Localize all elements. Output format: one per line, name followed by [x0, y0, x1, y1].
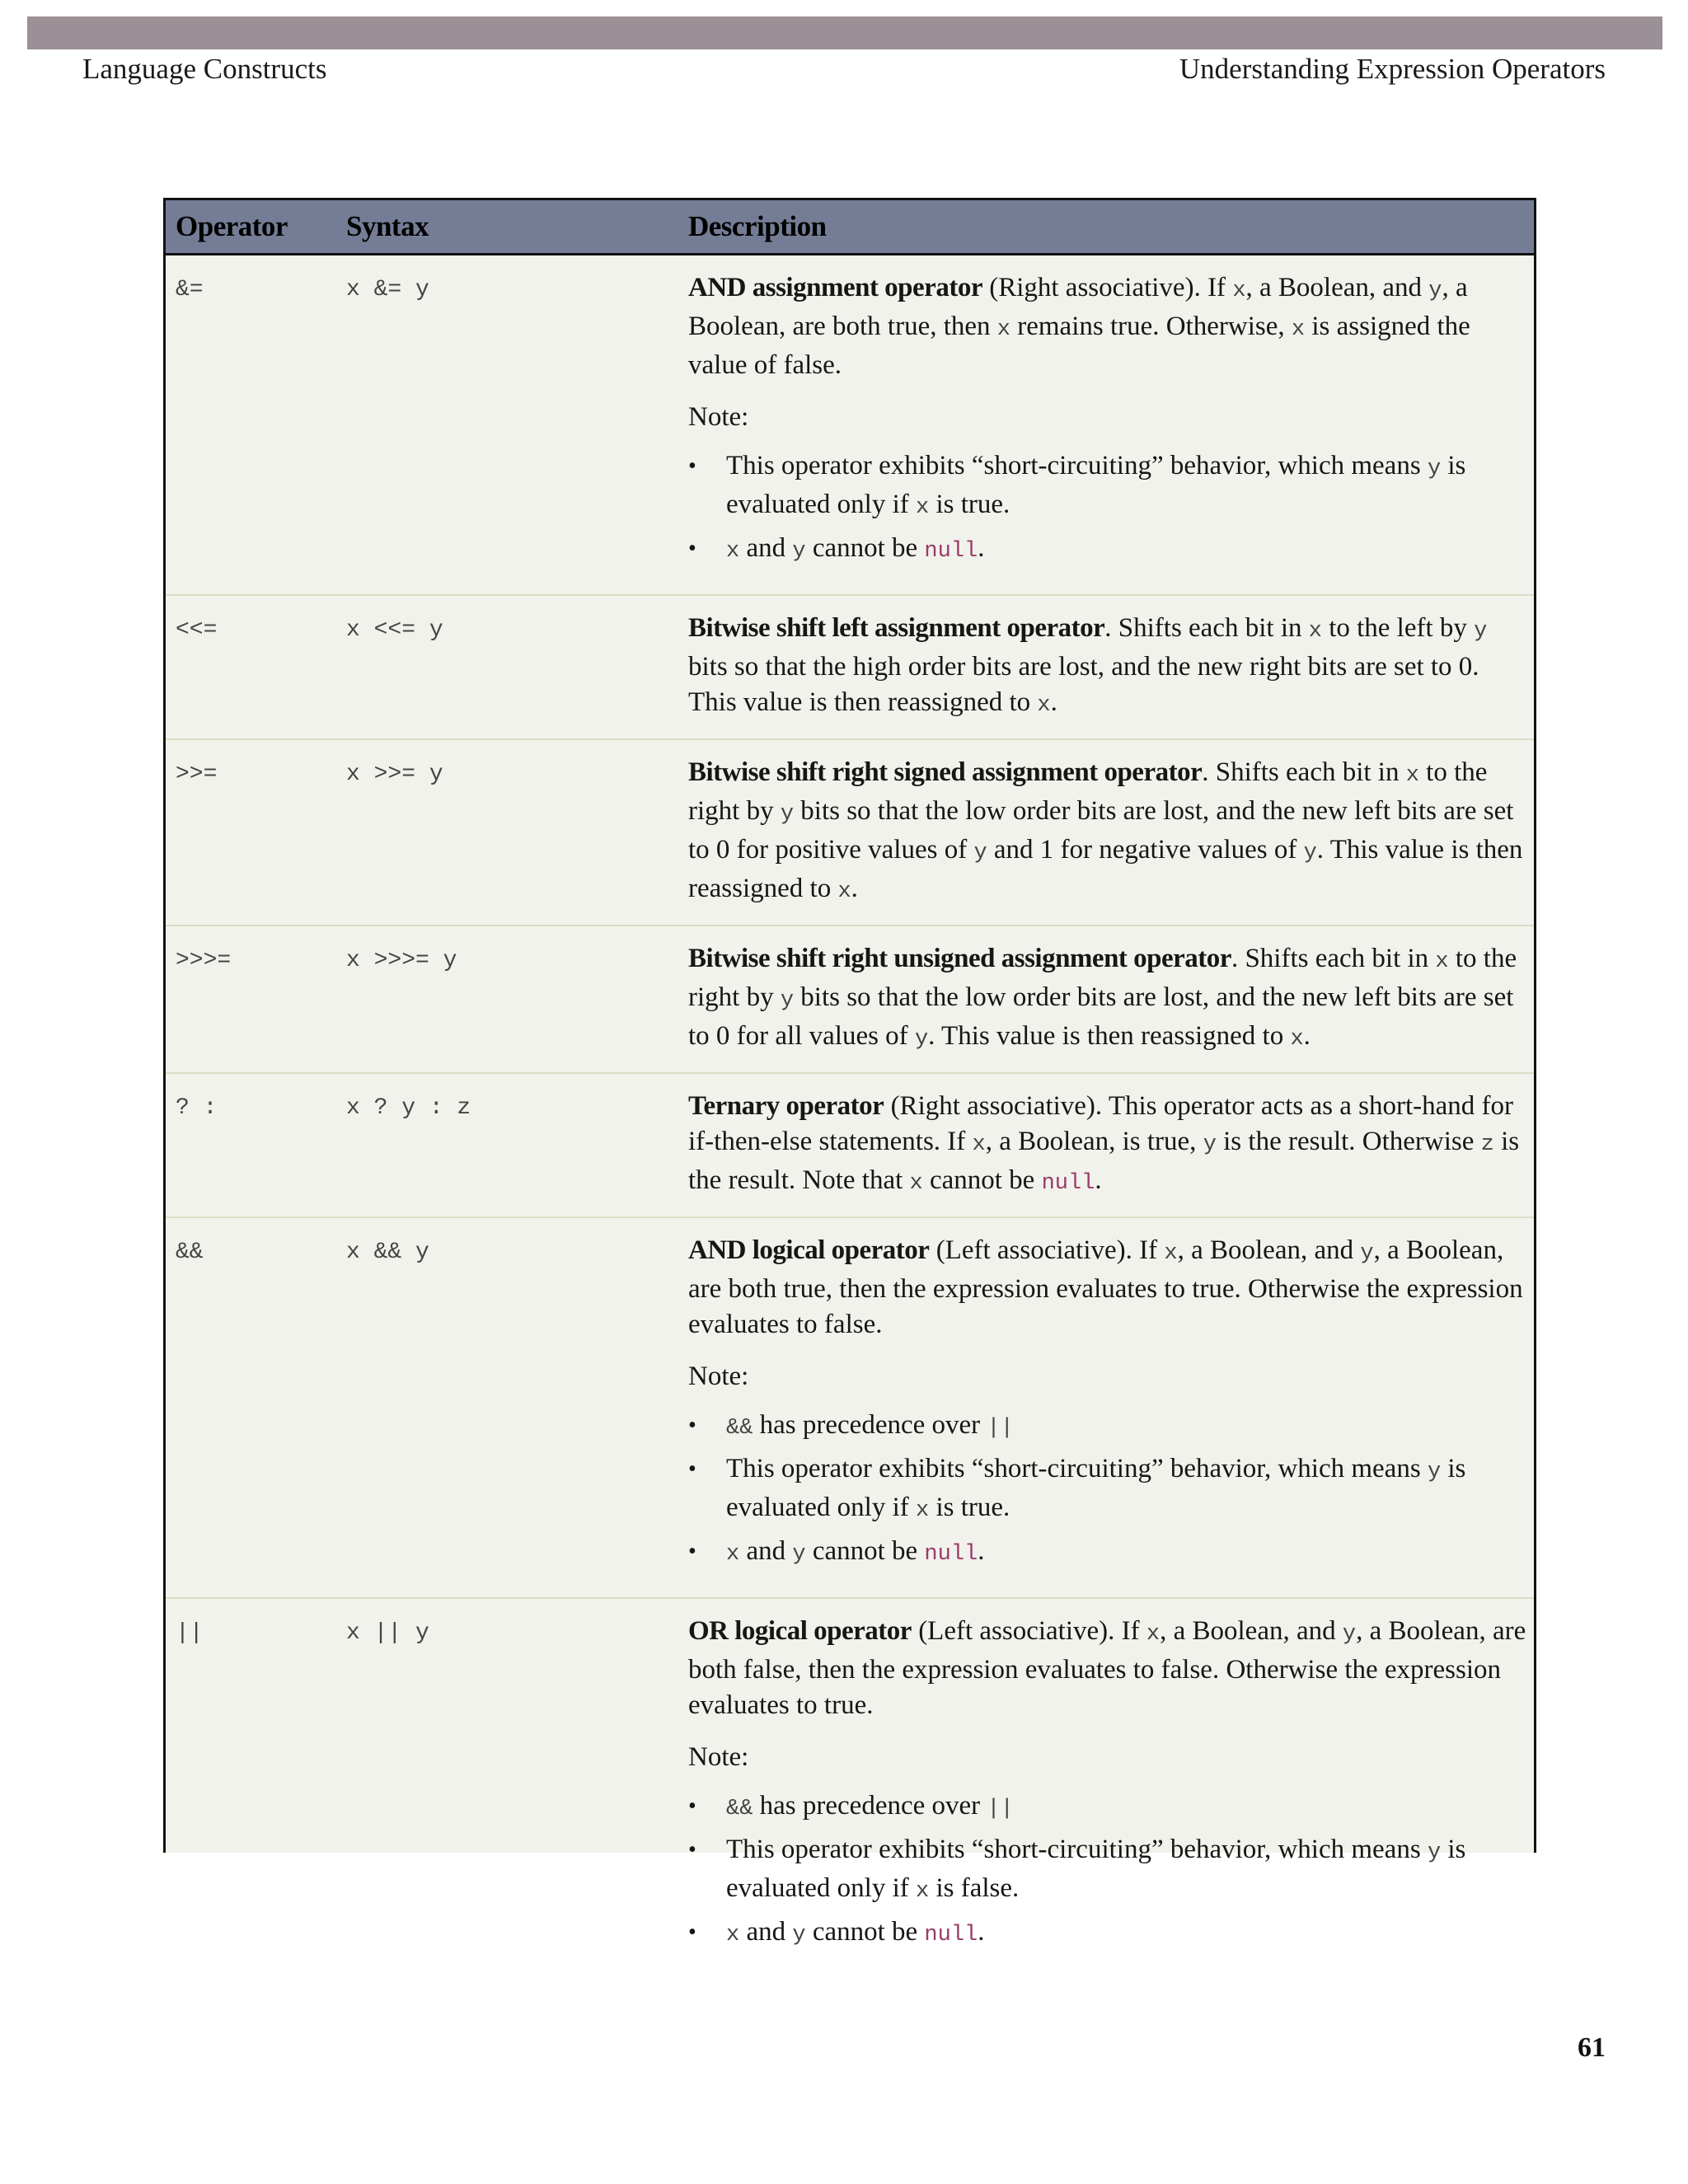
description-text: has precedence over — [753, 1791, 987, 1821]
note-list — [688, 448, 1527, 569]
syntax-cell: x ? y : z — [336, 1073, 678, 1217]
table-row — [166, 1217, 1534, 1598]
table-header-row — [166, 200, 1534, 255]
description-text: is false. — [929, 1873, 1020, 1903]
description-text: and — [739, 1917, 793, 1947]
note-label: Note: — [688, 1361, 749, 1391]
inline-code: x — [726, 1542, 740, 1567]
description-text: cannot be — [805, 533, 925, 563]
syntax-cell: x <<= y — [336, 595, 678, 739]
description-cell — [678, 255, 1534, 596]
inline-keyword: null — [1041, 1171, 1095, 1196]
inline-code: x — [1146, 1622, 1160, 1647]
inline-code: x — [726, 539, 740, 564]
description-text: and — [739, 1536, 793, 1566]
description-text: . — [1095, 1165, 1102, 1195]
description-paragraph — [688, 755, 1527, 910]
inline-code: x — [1232, 279, 1246, 303]
inline-code: x — [1308, 619, 1322, 644]
syntax-cell: x &= y — [336, 255, 678, 596]
note-list-item — [688, 531, 1527, 569]
inline-keyword: null — [924, 1542, 978, 1567]
inline-code: y — [780, 802, 795, 827]
description-text: bits so that the high order bits are lost, and the new right bits are set to 0. This value is then reassigned to — [688, 652, 1479, 717]
operator-name: AND logical operator — [688, 1235, 930, 1265]
inline-code: y — [1303, 841, 1317, 865]
description-paragraph — [688, 1233, 1527, 1343]
inline-code: x — [916, 1879, 930, 1904]
note-list — [688, 1408, 1527, 1572]
description-text: is the result. Note that — [688, 1127, 1520, 1195]
description-text: (Right associative). If — [982, 273, 1233, 302]
inline-code: y — [973, 841, 987, 865]
description-text: . Shifts each bit in — [1202, 757, 1406, 787]
operator-cell: &= — [166, 255, 336, 596]
description-text: , a Boolean, and — [1245, 273, 1429, 302]
inline-code: x — [1037, 693, 1051, 718]
description-text: cannot be — [922, 1165, 1042, 1195]
inline-keyword: null — [924, 1923, 978, 1947]
inline-code: x — [916, 1498, 930, 1523]
note-list-item — [688, 1915, 1527, 1953]
page-number: 61 — [1578, 2032, 1606, 2063]
operator-name: Bitwise shift right unsigned assignment operator — [688, 944, 1231, 973]
operator-cell: ? : — [166, 1073, 336, 1217]
note-list — [688, 1788, 1527, 1953]
operators-table-container — [163, 198, 1536, 1947]
note-label: Note: — [688, 402, 749, 432]
note-list-item — [688, 1832, 1527, 1910]
column-header-description: Description — [678, 200, 1534, 255]
description-text: , a Boolean, are both true, then — [688, 273, 1468, 341]
description-cell — [678, 1073, 1534, 1217]
operator-name: Ternary operator — [688, 1091, 884, 1121]
description-text: (Right associative). This operator acts as a short-hand for if-then-else statements. If — [688, 1091, 1513, 1156]
inline-code: x — [972, 1132, 986, 1157]
syntax-cell: x && y — [336, 1217, 678, 1598]
inline-code: x — [1164, 1241, 1178, 1266]
description-text: . Shifts each bit in — [1231, 944, 1436, 973]
running-header-section: Understanding Expression Operators — [1179, 53, 1606, 85]
inline-code: y — [792, 539, 806, 564]
operator-cell: >>>= — [166, 926, 336, 1073]
description-paragraph — [688, 1089, 1527, 1202]
description-cell — [678, 595, 1534, 739]
inline-code: x — [1291, 317, 1306, 342]
description-text: is evaluated only if — [726, 1835, 1466, 1903]
inline-code: x — [916, 495, 930, 520]
running-header-chapter: Language Constructs — [82, 53, 327, 85]
inline-code: y — [1427, 1840, 1442, 1865]
description-text: cannot be — [805, 1536, 925, 1566]
note-label: Note: — [688, 1742, 749, 1772]
column-header-syntax: Syntax — [336, 200, 678, 255]
description-text: , a Boolean, is true, — [985, 1127, 1203, 1156]
description-text: (Left associative). If — [929, 1235, 1165, 1265]
description-text: . — [1050, 687, 1057, 717]
operator-name: Bitwise shift left assignment operator — [688, 613, 1105, 643]
description-text: This operator exhibits “short-circuiting” behavior, which means — [726, 1454, 1428, 1483]
description-text: is evaluated only if — [726, 451, 1466, 519]
inline-code: y — [914, 1027, 929, 1052]
description-text: to the left by — [1321, 613, 1475, 643]
operator-cell: && — [166, 1217, 336, 1598]
description-text: . — [978, 1536, 985, 1566]
table-row — [166, 1598, 1534, 1978]
description-paragraph — [688, 611, 1527, 724]
description-text: is evaluated only if — [726, 1454, 1466, 1522]
description-text: . This value is then reassigned to — [688, 835, 1523, 903]
inline-code: && — [726, 1416, 753, 1441]
description-text: , a Boolean, and — [1160, 1616, 1343, 1646]
description-text: . — [851, 874, 858, 903]
inline-code: y — [780, 988, 795, 1013]
syntax-cell: x >>= y — [336, 739, 678, 926]
description-text: is true. — [929, 490, 1010, 519]
description-text: is assigned the value of false. — [688, 312, 1470, 380]
description-text: bits so that the low order bits are lost, and the new left bits are set to 0 for all values of — [688, 982, 1514, 1051]
inline-code: x — [726, 1923, 740, 1947]
table-row — [166, 1073, 1534, 1217]
inline-code: y — [792, 1923, 806, 1947]
description-text: , a Boolean, are both false, then the expression evaluates to false. Otherwise the expression evaluates to true. — [688, 1616, 1526, 1720]
description-text: is true. — [929, 1493, 1010, 1522]
description-text: and — [739, 533, 793, 563]
table-row — [166, 739, 1534, 926]
inline-code: y — [1360, 1241, 1374, 1266]
description-text: cannot be — [805, 1917, 925, 1947]
note-list-item — [688, 1451, 1527, 1529]
table-row — [166, 595, 1534, 739]
description-paragraph — [688, 270, 1527, 383]
operator-cell: || — [176, 1620, 204, 1646]
description-text: . Shifts each bit in — [1104, 613, 1309, 643]
description-text: (Left associative). If — [911, 1616, 1146, 1646]
description-text: . — [978, 1917, 985, 1947]
description-text: to the right by — [688, 944, 1517, 1012]
description-text: to the right by — [688, 757, 1488, 826]
operator-cell: <<= — [166, 595, 336, 739]
operators-table — [166, 200, 1534, 1978]
table-row — [166, 255, 1534, 596]
description-text: This operator exhibits “short-circuiting” behavior, which means — [726, 451, 1428, 480]
description-text: and 1 for negative values of — [987, 835, 1304, 865]
note-list-item — [688, 1788, 1527, 1827]
operator-name: Bitwise shift right signed assignment operator — [688, 757, 1203, 787]
description-cell — [678, 1217, 1534, 1598]
operator-name: OR logical operator — [688, 1616, 912, 1646]
inline-code: z — [1480, 1132, 1494, 1157]
description-text: . This value is then reassigned to — [928, 1021, 1291, 1051]
syntax-cell: x >>>= y — [336, 926, 678, 1073]
table-row — [166, 926, 1534, 1073]
description-paragraph — [688, 1614, 1527, 1723]
note-list-item — [688, 1534, 1527, 1572]
description-text: , a Boolean, are both true, then the expression evaluates to true. Otherwise the expression evaluates to false. — [688, 1235, 1523, 1339]
top-decorative-bar — [27, 16, 1662, 49]
inline-code: y — [1428, 279, 1442, 303]
description-text: , a Boolean, and — [1177, 1235, 1361, 1265]
column-header-operator: Operator — [166, 200, 336, 255]
inline-code: && — [726, 1797, 753, 1821]
inline-code: x — [837, 879, 851, 904]
description-text: bits so that the low order bits are lost, and the new left bits are set to 0 for positive values of — [688, 796, 1514, 865]
inline-code: x — [1290, 1027, 1304, 1052]
note-list-item — [688, 1408, 1527, 1446]
inline-code: x — [1435, 949, 1449, 974]
description-text: is the result. Otherwise — [1216, 1127, 1481, 1156]
inline-code: y — [792, 1542, 806, 1567]
syntax-cell: x || y — [346, 1620, 429, 1646]
inline-code: || — [987, 1416, 1014, 1441]
inline-code: y — [1474, 619, 1488, 644]
inline-code: y — [1427, 1460, 1442, 1484]
description-cell — [678, 1598, 1534, 1978]
description-text: . — [978, 533, 985, 563]
description-text: This operator exhibits “short-circuiting” behavior, which means — [726, 1835, 1428, 1864]
description-text: . — [1303, 1021, 1311, 1051]
description-text: has precedence over — [753, 1410, 987, 1440]
operator-cell: >>= — [166, 739, 336, 926]
inline-code: x — [909, 1171, 923, 1196]
inline-code: y — [1203, 1132, 1217, 1157]
note-list-item — [688, 448, 1527, 526]
description-cell — [678, 926, 1534, 1073]
inline-code: y — [1342, 1622, 1357, 1647]
operator-name: AND assignment operator — [688, 273, 982, 302]
inline-code: x — [996, 317, 1010, 342]
inline-code: x — [1405, 763, 1419, 788]
description-paragraph — [688, 941, 1527, 1057]
inline-code: y — [1427, 457, 1442, 481]
inline-code: || — [987, 1797, 1014, 1821]
inline-keyword: null — [924, 539, 978, 564]
table-body — [166, 255, 1534, 1979]
description-cell — [678, 739, 1534, 926]
description-text: remains true. Otherwise, — [1010, 312, 1292, 341]
